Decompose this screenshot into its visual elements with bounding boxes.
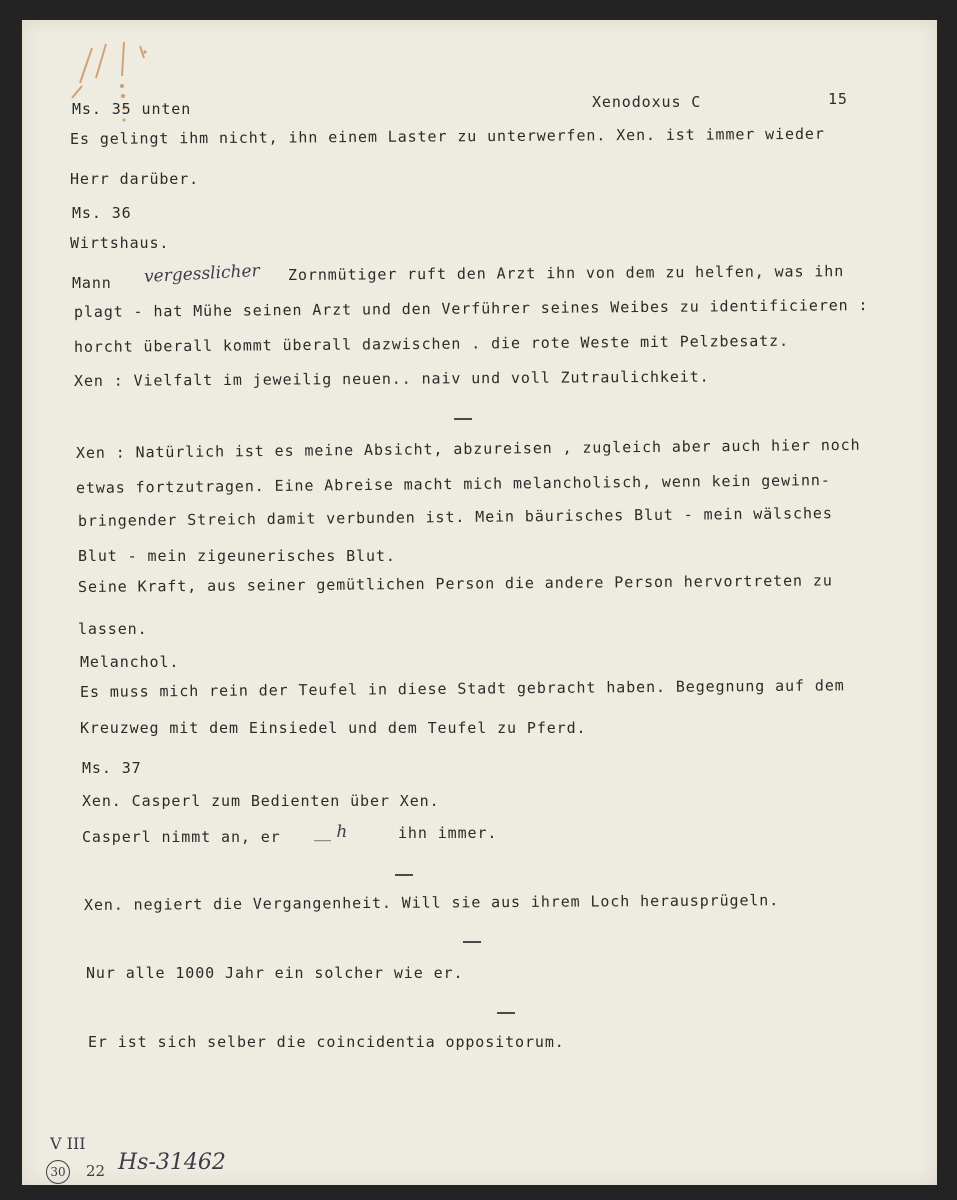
text-line: ihn immer. [398,824,498,842]
page-number: 15 [828,90,848,108]
text-line: Xen. Casperl zum Bedienten über Xen. [82,792,440,810]
text-line: Blut - mein zigeunerisches Blut. [78,547,396,565]
text-line: Melanchol. [80,653,180,671]
text-line: Ms. 37 [82,759,142,777]
text-line: Xen. negiert die Vergangenheit. Will sie aus ihrem Loch herausprügeln. [83,891,780,914]
archive-mark-number: 22 [86,1162,106,1180]
handwritten-blank: __ h [314,822,348,842]
text-line: Ms. 36 [72,204,132,222]
text-line: horcht überall kommt überall dazwischen . die rote Weste mit Pelzbesatz. [73,331,790,356]
archive-mark-volume: V III [50,1134,86,1153]
archive-mark-circled-number [46,1160,70,1184]
document-page [22,20,937,1185]
circled-number: 30 [50,1165,66,1179]
text-line: bringender Streich damit verbunden ist. Mein bäurisches Blut - mein wälsches [77,504,833,530]
text-line: Xen : Natürlich ist es meine Absicht, abzureisen , zugleich aber auch hier noch [75,435,861,462]
section-divider [454,418,472,420]
text-line: Es muss mich rein der Teufel in diese Stadt gebracht haben. Begegnung auf dem [79,676,845,701]
handwritten-insertion: vergesslicher [143,260,261,288]
text-line: Herr darüber. [70,170,200,188]
text-line: Kreuzweg mit dem Einsiedel und dem Teufel zu Pferd. [80,719,587,737]
section-divider [463,941,481,943]
section-divider [497,1012,515,1014]
text-line: Casperl nimmt an, er [82,828,281,846]
text-line: Seine Kraft, aus seiner gemütlichen Person die andere Person hervortreten zu [77,571,833,596]
text-line: Mann [72,274,112,292]
text-line: Wirtshaus. [70,234,170,252]
text-line: Es gelingt ihm nicht, ihn einem Laster zu unterwerfen. Xen. ist immer wieder [69,124,825,148]
section-divider [395,874,413,876]
text-line: etwas fortzutragen. Eine Abreise macht mich melancholisch, wenn kein gewinn- [75,471,831,497]
text-line: Xen : Vielfalt im jeweilig neuen.. naiv und voll Zutraulichkeit. [73,367,710,390]
manuscript-reference: Ms. 35 unten [72,100,192,118]
text-line: Zornmütiger ruft den Arzt ihn von dem zu helfen, was ihn [287,262,845,284]
text-line: lassen. [78,620,148,638]
text-line: Er ist sich selber die coincidentia oppositorum. [88,1033,565,1051]
text-line: plagt - hat Mühe seinen Arzt und den Verführer seines Weibes zu identificieren : [73,296,869,321]
text-line: Nur alle 1000 Jahr ein solcher wie er. [86,964,464,982]
document-title: Xenodoxus C [592,93,702,111]
shelfmark: Hs-31462 [118,1150,226,1175]
